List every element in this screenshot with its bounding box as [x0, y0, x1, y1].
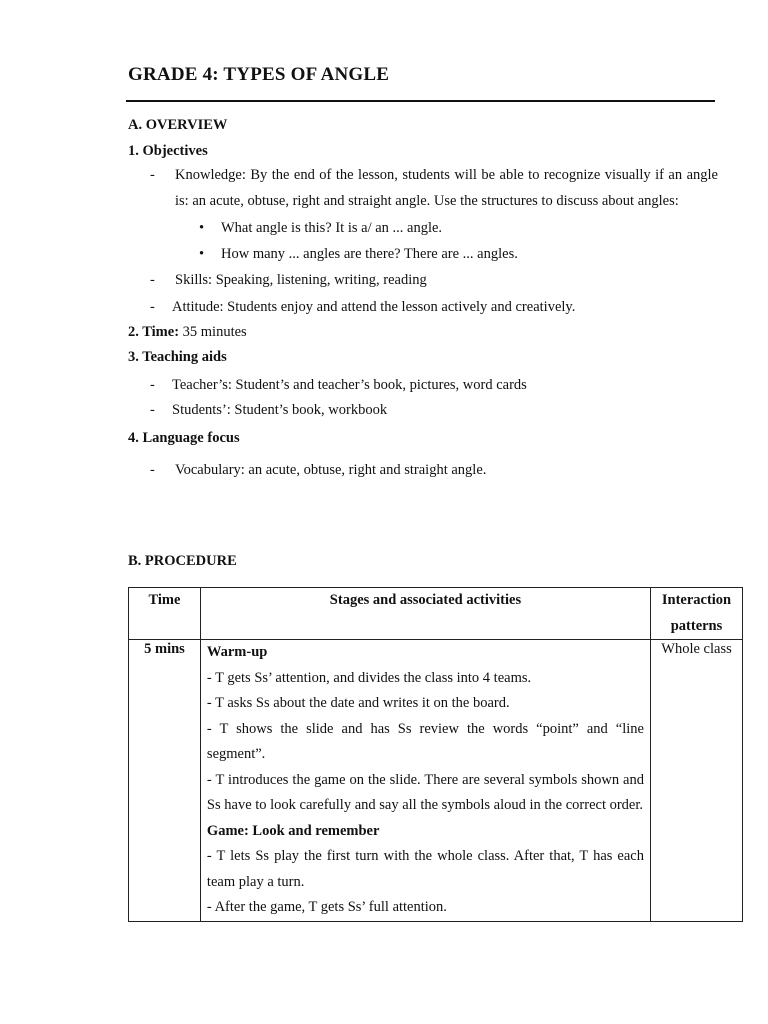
activity-line: - T asks Ss about the date and writes it on the board. [206, 695, 510, 711]
dash-marker: - [150, 167, 155, 183]
column-header-interaction: Interaction patterns [651, 588, 743, 640]
vocabulary-text: Vocabulary: an acute, obtuse, right and straight angle. [175, 462, 487, 478]
objective-attitude [128, 298, 718, 316]
table-row [129, 640, 743, 922]
stage-title: Warm-up [206, 644, 268, 660]
attitude-text: Attitude: Students enjoy and attend the lesson actively and creatively. [172, 299, 576, 315]
time-value: 35 minutes [182, 324, 247, 340]
activity-line: - T shows the slide and has Ss review the words “point” and “line segment”. [206, 720, 644, 762]
bullet-text: How many ... angles are there? There are ... angles. [221, 246, 518, 262]
dash-marker: - [150, 402, 155, 418]
row-stages [200, 640, 650, 922]
teaching-aids-heading: 3. Teaching aids [128, 349, 227, 365]
dash-marker: - [150, 299, 155, 315]
overview-heading: A. OVERVIEW [128, 117, 228, 133]
activity-line: - T lets Ss play the first turn with the whole class. After that, T has each team play a turn. [206, 848, 644, 890]
row-time: 5 mins [129, 640, 201, 922]
aid-teacher [128, 376, 718, 394]
column-header-time: Time [129, 588, 201, 640]
bullet-text: What angle is this? It is a/ an ... angle. [221, 220, 443, 236]
table-header-row [129, 588, 743, 640]
objectives-heading: 1. Objectives [128, 143, 208, 159]
vocabulary-line [128, 461, 718, 479]
bullet-dot: • [199, 246, 205, 262]
game-title: Game: Look and remember [206, 822, 380, 839]
objective-knowledge [128, 163, 718, 214]
language-focus-heading: 4. Language focus [128, 430, 240, 446]
activity-line: - After the game, T gets Ss’ full attention. [206, 899, 447, 915]
page-title: GRADE 4: TYPES OF ANGLE [128, 64, 390, 85]
objective-skills [128, 271, 718, 289]
title-divider [126, 100, 715, 102]
aid-students [128, 401, 718, 419]
column-header-stages: Stages and associated activities [200, 588, 650, 640]
activity-line: - T gets Ss’ attention, and divides the class into 4 teams. [206, 669, 532, 686]
aid-text: Teacher’s: Student’s and teacher’s book, pictures, word cards [172, 377, 527, 393]
dash-marker: - [150, 272, 155, 288]
time-label: 2. Time: [128, 324, 180, 340]
overview-section [128, 116, 718, 479]
dash-marker: - [150, 377, 155, 393]
procedure-table [128, 587, 743, 922]
knowledge-text: Knowledge: By the end of the lesson, students will be able to recognize visually if an angle is: an acute, obtuse, right and straight angle. Use the structures to discuss about angles: [175, 167, 718, 209]
row-interaction: Whole class [651, 640, 743, 922]
time-line [128, 323, 718, 341]
aid-text: Students’: Student’s book, workbook [172, 402, 388, 418]
structure-bullet-2 [128, 245, 718, 263]
structure-bullet-1 [128, 219, 718, 237]
procedure-heading: B. PROCEDURE [128, 553, 237, 569]
dash-marker: - [150, 462, 155, 478]
bullet-dot: • [199, 220, 205, 236]
skills-text: Skills: Speaking, listening, writing, reading [175, 272, 427, 288]
activity-line: - T introduces the game on the slide. There are several symbols shown and Ss have to look carefully and say all the symbols aloud in the correct order. [206, 771, 644, 813]
